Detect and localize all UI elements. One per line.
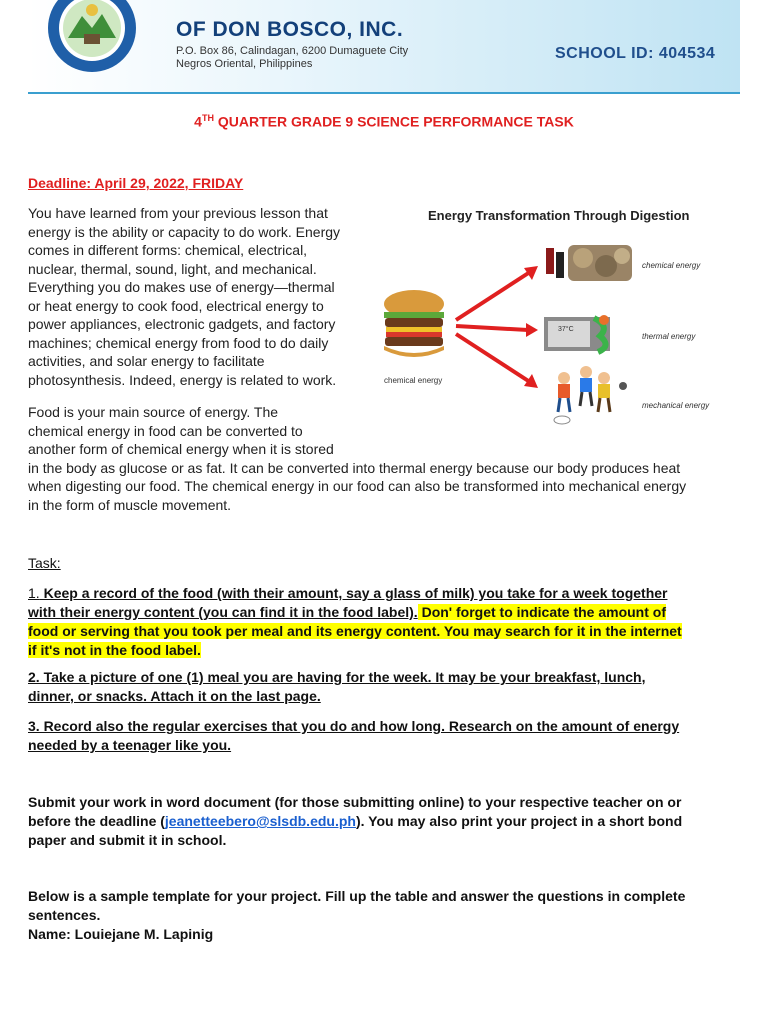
arrows xyxy=(456,266,538,388)
chemical-energy-picture xyxy=(546,245,632,281)
template-line-1: Below is a sample template for your project. Fill up the table and answer the questions in complete xyxy=(28,888,686,904)
energy-transformation-diagram xyxy=(378,200,740,440)
food-line: another form of chemical energy when it is stored xyxy=(28,441,334,457)
mechanical-energy-picture xyxy=(554,366,627,424)
food-line: in the body as glucose or as fat. It can be converted into thermal energy because our body produces heat xyxy=(28,459,681,476)
food-line: Food is your main source of energy. The xyxy=(28,404,279,420)
student-name: Name: Louiejane M. Lapinig xyxy=(28,926,214,942)
intro-line: photosynthesis. Indeed, energy is related to work. xyxy=(28,371,337,388)
submit-instructions xyxy=(28,793,746,850)
submit-line-3: paper and submit it in school. xyxy=(28,832,227,848)
intro-line: nuclear, thermal, sound, light, and mechanical. xyxy=(28,260,317,277)
task-item-3 xyxy=(28,717,746,755)
task-3-line-b: needed by a teenager like you. xyxy=(28,737,232,753)
intro-paragraph xyxy=(28,204,340,389)
letterhead-rule xyxy=(28,92,740,94)
burger-icon xyxy=(384,290,444,357)
page-title xyxy=(0,113,768,130)
task-2-line-b: dinner, or snacks. Attach it on the last page. xyxy=(28,688,321,704)
task-3-line-a: 3. Record also the regular exercises that you do and how long. Research on the amount of energy xyxy=(28,718,680,734)
arrow-head xyxy=(526,323,538,337)
output-label-chemical: chemical energy xyxy=(642,261,701,270)
school-id: SCHOOL ID: 404534 xyxy=(555,45,716,62)
arrow-to-thermal xyxy=(456,326,528,330)
school-address-line-2: Negros Oriental, Philippines xyxy=(176,58,313,70)
food-line: chemical energy in food can be converted to xyxy=(28,422,303,439)
teacher-email-link[interactable]: jeanetteebero@slsdb.edu.ph xyxy=(164,813,356,829)
title-ordinal: 4 xyxy=(194,113,202,130)
thermal-energy-picture xyxy=(544,315,610,352)
submit-line-2-post: ). You may also print your project in a short bond xyxy=(355,813,683,829)
food-line: in the form of muscle movement. xyxy=(28,496,232,513)
submit-line-1: Submit your work in word document (for those submitting online) to your respective teacher on or xyxy=(28,794,682,810)
task-1-line-b: with their energy content (you can find it in the food label). xyxy=(28,604,418,620)
template-line-2: sentences. xyxy=(28,907,101,923)
arrow-to-chemical xyxy=(456,272,530,320)
task-1-highlight-d: food or serving that you took per meal and its energy content. You may search for it in the internet xyxy=(28,623,682,639)
task-label: Task: xyxy=(28,555,61,571)
deadline: Deadline: April 29, 2022, FRIDAY xyxy=(28,175,244,191)
task-item-1 xyxy=(28,584,746,660)
task-1-highlight-e: if it's not in the food label. xyxy=(28,642,201,658)
template-note xyxy=(28,887,746,944)
intro-line: activities, and solar energy to facilitate xyxy=(28,353,265,369)
school-name: OF DON BOSCO, INC. xyxy=(176,18,404,41)
task-1-number: 1. xyxy=(28,585,40,601)
school-logo xyxy=(44,0,140,76)
task-1-line-a: Keep a record of the food (with their amount, say a glass of milk) you take for a week together xyxy=(39,585,668,601)
intro-line: machines; chemical energy from food to do daily xyxy=(28,334,329,351)
intro-line: energy is the ability or capacity to do work. Energy xyxy=(28,223,341,240)
intro-line: You have learned from your previous lesson that xyxy=(28,205,328,221)
intro-line: Everything you do makes use of energy—thermal xyxy=(28,279,335,295)
output-label-mechanical: mechanical energy xyxy=(642,401,710,410)
diagram-source-label: chemical energy xyxy=(384,376,443,385)
task-1-highlight-c: Don' forget to indicate the amount of xyxy=(417,604,667,620)
thermometer-reading: 37°C xyxy=(558,326,574,333)
intro-line: comes in different forms: chemical, electrical, xyxy=(28,242,308,258)
title-text: QUARTER GRADE 9 SCIENCE PERFORMANCE TASK xyxy=(213,113,574,130)
task-item-2 xyxy=(28,668,746,706)
task-2-line-a: 2. Take a picture of one (1) meal you are having for the week. It may be your breakfast, lunch, xyxy=(28,669,646,685)
arrow-to-mechanical xyxy=(456,334,530,382)
intro-line: or heat energy to cook food, electrical energy to xyxy=(28,297,324,314)
intro-line: power appliances, electronic gadgets, and factory xyxy=(28,316,336,332)
title-ordinal-suffix: TH xyxy=(201,113,214,123)
food-line: when digesting our food. The chemical energy in our food can also be transformed into mechanical energy xyxy=(28,478,687,494)
output-label-thermal: thermal energy xyxy=(642,332,696,341)
school-address-line-1: P.O. Box 86, Calindagan, 6200 Dumaguete City xyxy=(176,45,409,57)
diagram-title: Energy Transformation Through Digestion xyxy=(428,208,690,223)
submit-line-2-pre: before the deadline ( xyxy=(28,813,165,829)
